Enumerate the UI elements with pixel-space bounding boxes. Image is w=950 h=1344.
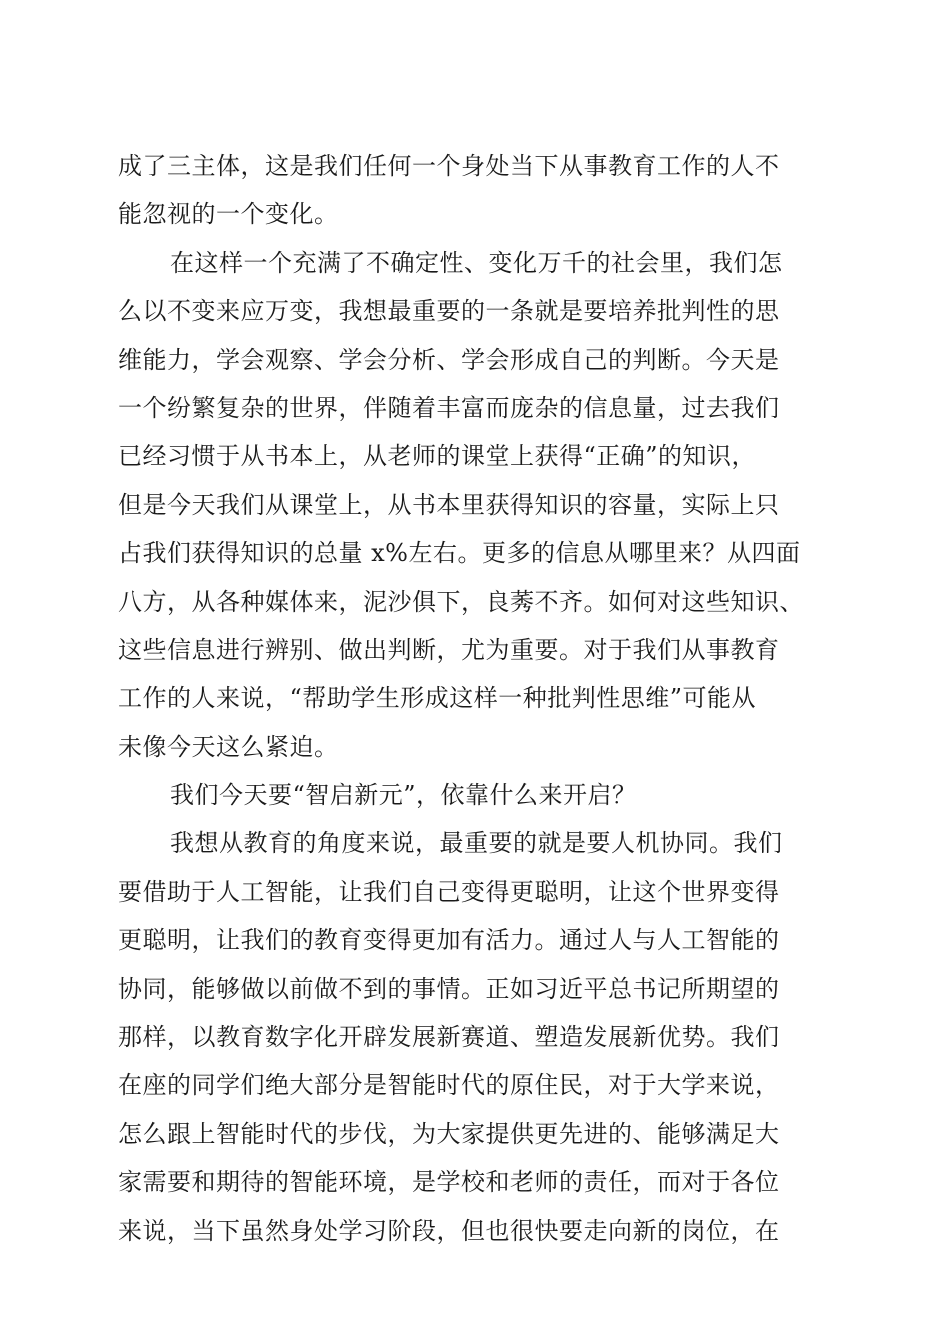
text-line: 未像今天这么紧迫。 [118, 732, 339, 761]
text-line: 成了三主体，这是我们任何一个身处当下从事教育工作的人不 [118, 152, 780, 180]
text-line: 那样，以教育数字化开辟发展新赛道、塑造发展新优势。我们 [118, 1023, 780, 1052]
text-line: 更聪明，让我们的教育变得更加有活力。通过人与人工智能的 [118, 926, 780, 955]
text-line: 在座的同学们绝大部分是智能时代的原住民，对于大学来说， [118, 1071, 780, 1100]
text-line: 八方，从各种媒体来，泥沙俱下，良莠不齐。如何对这些知识、 [118, 587, 804, 616]
text-line: 家需要和期待的智能环境，是学校和老师的责任，而对于各位 [118, 1168, 780, 1197]
text-line: 来说，当下虽然身处学习阶段，但也很快要走向新的岗位，在 [118, 1216, 780, 1245]
text-line: 已经习惯于从书本上，从老师的课堂上获得“正确”的知识， [118, 442, 757, 471]
text-line: 占我们获得知识的总量 x%左右。更多的信息从哪里来？从四面 [118, 539, 801, 568]
text-line: 但是今天我们从课堂上，从书本里获得知识的容量，实际上只 [118, 490, 780, 519]
text-line: 协同，能够做以前做不到的事情。正如习近平总书记所期望的 [118, 974, 780, 1003]
text-line: 么以不变来应万变，我想最重要的一条就是要培养批判性的思 [118, 297, 780, 326]
text-line: 这些信息进行辨别、做出判断，尤为重要。对于我们从事教育 [118, 635, 780, 664]
text-line: 一个纷繁复杂的世界，伴随着丰富而庞杂的信息量，过去我们 [118, 393, 780, 422]
text-line: 能忽视的一个变化。 [118, 200, 339, 229]
text-line: 要借助于人工智能，让我们自己变得更聪明，让这个世界变得 [118, 877, 780, 906]
paragraph-start-line: 在这样一个充满了不确定性、变化万千的社会里，我们怎 [170, 248, 783, 277]
body-text [118, 142, 838, 1255]
text-line: 维能力，学会观察、学会分析、学会形成自己的判断。今天是 [118, 345, 780, 374]
text-line: 怎么跟上智能时代的步伐，为大家提供更先进的、能够满足大 [118, 1119, 780, 1148]
paragraph-start-line: 我想从教育的角度来说，最重要的就是要人机协同。我们 [170, 829, 783, 858]
paragraph-start-line: 我们今天要“智启新元”，依靠什么来开启？ [170, 781, 637, 810]
text-line: 工作的人来说，“帮助学生形成这样一种批判性思维”可能从 [118, 684, 757, 713]
